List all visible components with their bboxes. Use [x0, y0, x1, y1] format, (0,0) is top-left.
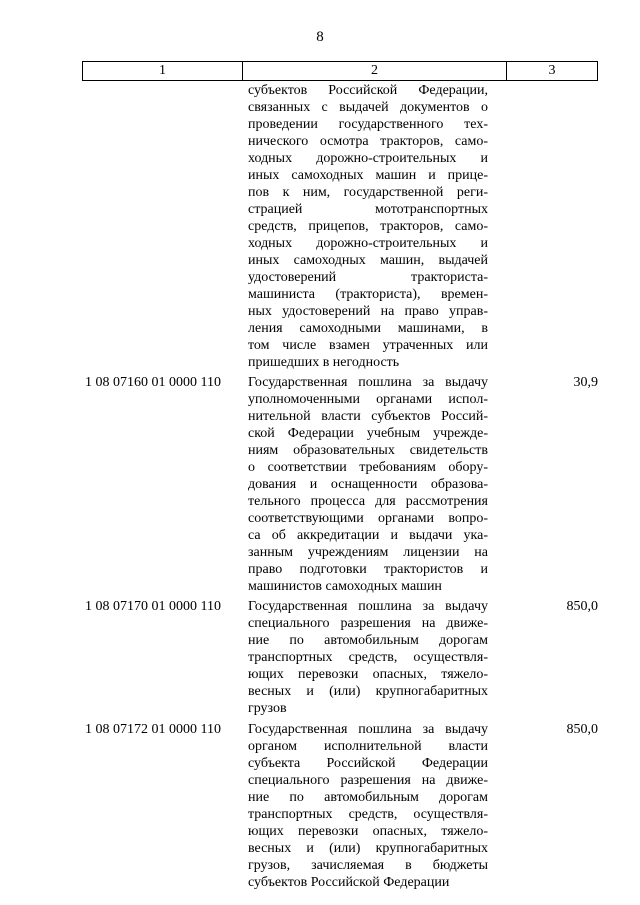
- column-header-1: 1: [83, 62, 243, 80]
- description-line: ющих перевозки опасных, тяжело-: [248, 667, 488, 682]
- description-line: машинистов самоходных машин: [248, 579, 442, 594]
- amount-value: 850,0: [566, 599, 598, 614]
- description-line: страцией мототранспортных: [248, 202, 488, 217]
- budget-code: 1 08 07170 01 0000 110: [85, 599, 221, 614]
- description-line: ных удостоверений на право управ-: [248, 304, 488, 319]
- description-line: средств, прицепов, тракторов, само-: [248, 219, 488, 234]
- amount-value: 850,0: [566, 722, 598, 737]
- description-line: са об аккредитации и выдачи ука-: [248, 528, 488, 543]
- description-line: грузов, зачисляемая в бюджеты: [248, 858, 488, 873]
- description-line: удостоверений тракториста-: [248, 270, 488, 285]
- description-line: дования и оснащенности образова-: [248, 477, 488, 492]
- column-header-3: 3: [548, 63, 556, 78]
- table-row: [82, 598, 598, 717]
- description-line: пришедших в негодность: [248, 355, 400, 370]
- description-line: нического осмотра тракторов, само-: [248, 134, 488, 149]
- description-line: специального разрешения на движе-: [248, 773, 488, 788]
- budget-code: 1 08 07172 01 0000 110: [85, 722, 221, 737]
- revenue-description: [248, 721, 488, 891]
- description-line: о соответствии требованиям обору-: [248, 460, 488, 475]
- description-line: ской Федерации учебным учрежде-: [248, 426, 488, 441]
- revenue-description: [248, 598, 488, 717]
- table-body: [82, 82, 598, 891]
- description-line: уполномоченными органами испол-: [248, 392, 488, 407]
- description-line: тельного процесса для рассмотрения: [248, 494, 488, 509]
- description-line: соответствующими органами вопро-: [248, 511, 488, 526]
- description-line: весных и (или) крупногабаритных: [248, 684, 488, 699]
- description-line: ние по автомобильным дорогам: [248, 633, 488, 648]
- description-line: право подготовки трактористов и: [248, 562, 488, 577]
- revenue-description: [248, 374, 488, 595]
- description-line: ления самоходными машинами, в: [248, 321, 488, 336]
- description-line: ние по автомобильным дорогам: [248, 790, 488, 805]
- description-line: весных и (или) крупногабаритных: [248, 841, 488, 856]
- description-line: ниям образовательных свидетельств: [248, 443, 488, 458]
- description-line: транспортных средств, осуществля-: [248, 650, 488, 665]
- description-line: пов к ним, государственной реги-: [248, 185, 488, 200]
- table-row: [82, 374, 598, 595]
- description-line: ходных дорожно-строительных и: [248, 236, 488, 251]
- table-column-header: [82, 61, 598, 81]
- description-line: том числе взамен утраченных или: [248, 338, 488, 353]
- revenue-description: [248, 82, 488, 371]
- amount-value: 30,9: [573, 375, 598, 390]
- description-line: органом исполнительной власти: [248, 739, 488, 754]
- description-line: транспортных средств, осуществля-: [248, 807, 488, 822]
- description-line: проведении государственного тех-: [248, 117, 488, 132]
- table-row: [82, 721, 598, 891]
- column-header-2: 2: [243, 62, 507, 80]
- description-line: субъектов Российской Федерации: [248, 875, 450, 890]
- description-line: субъектов Российской Федерации,: [248, 83, 488, 98]
- page-number: 8: [316, 29, 324, 45]
- description-line: Государственная пошлина за выдачу: [248, 375, 488, 390]
- description-line: ходных дорожно-строительных и: [248, 151, 488, 166]
- description-line: Государственная пошлина за выдачу: [248, 722, 488, 737]
- description-line: иных самоходных машин и прице-: [248, 168, 488, 183]
- description-line: ющих перевозки опасных, тяжело-: [248, 824, 488, 839]
- description-line: иных самоходных машин, выдачей: [248, 253, 488, 268]
- description-line: грузов: [248, 701, 287, 716]
- description-line: специального разрешения на движе-: [248, 616, 488, 631]
- continuation-row: [82, 82, 598, 371]
- description-line: Государственная пошлина за выдачу: [248, 599, 488, 614]
- description-line: связанных с выдачей документов о: [248, 100, 488, 115]
- description-line: машиниста (тракториста), времен-: [248, 287, 488, 302]
- description-line: нительной власти субъектов Россий-: [248, 409, 488, 424]
- budget-code: 1 08 07160 01 0000 110: [85, 375, 221, 390]
- description-line: занным учреждениям лицензии на: [248, 545, 488, 560]
- description-line: субъекта Российской Федерации: [248, 756, 488, 771]
